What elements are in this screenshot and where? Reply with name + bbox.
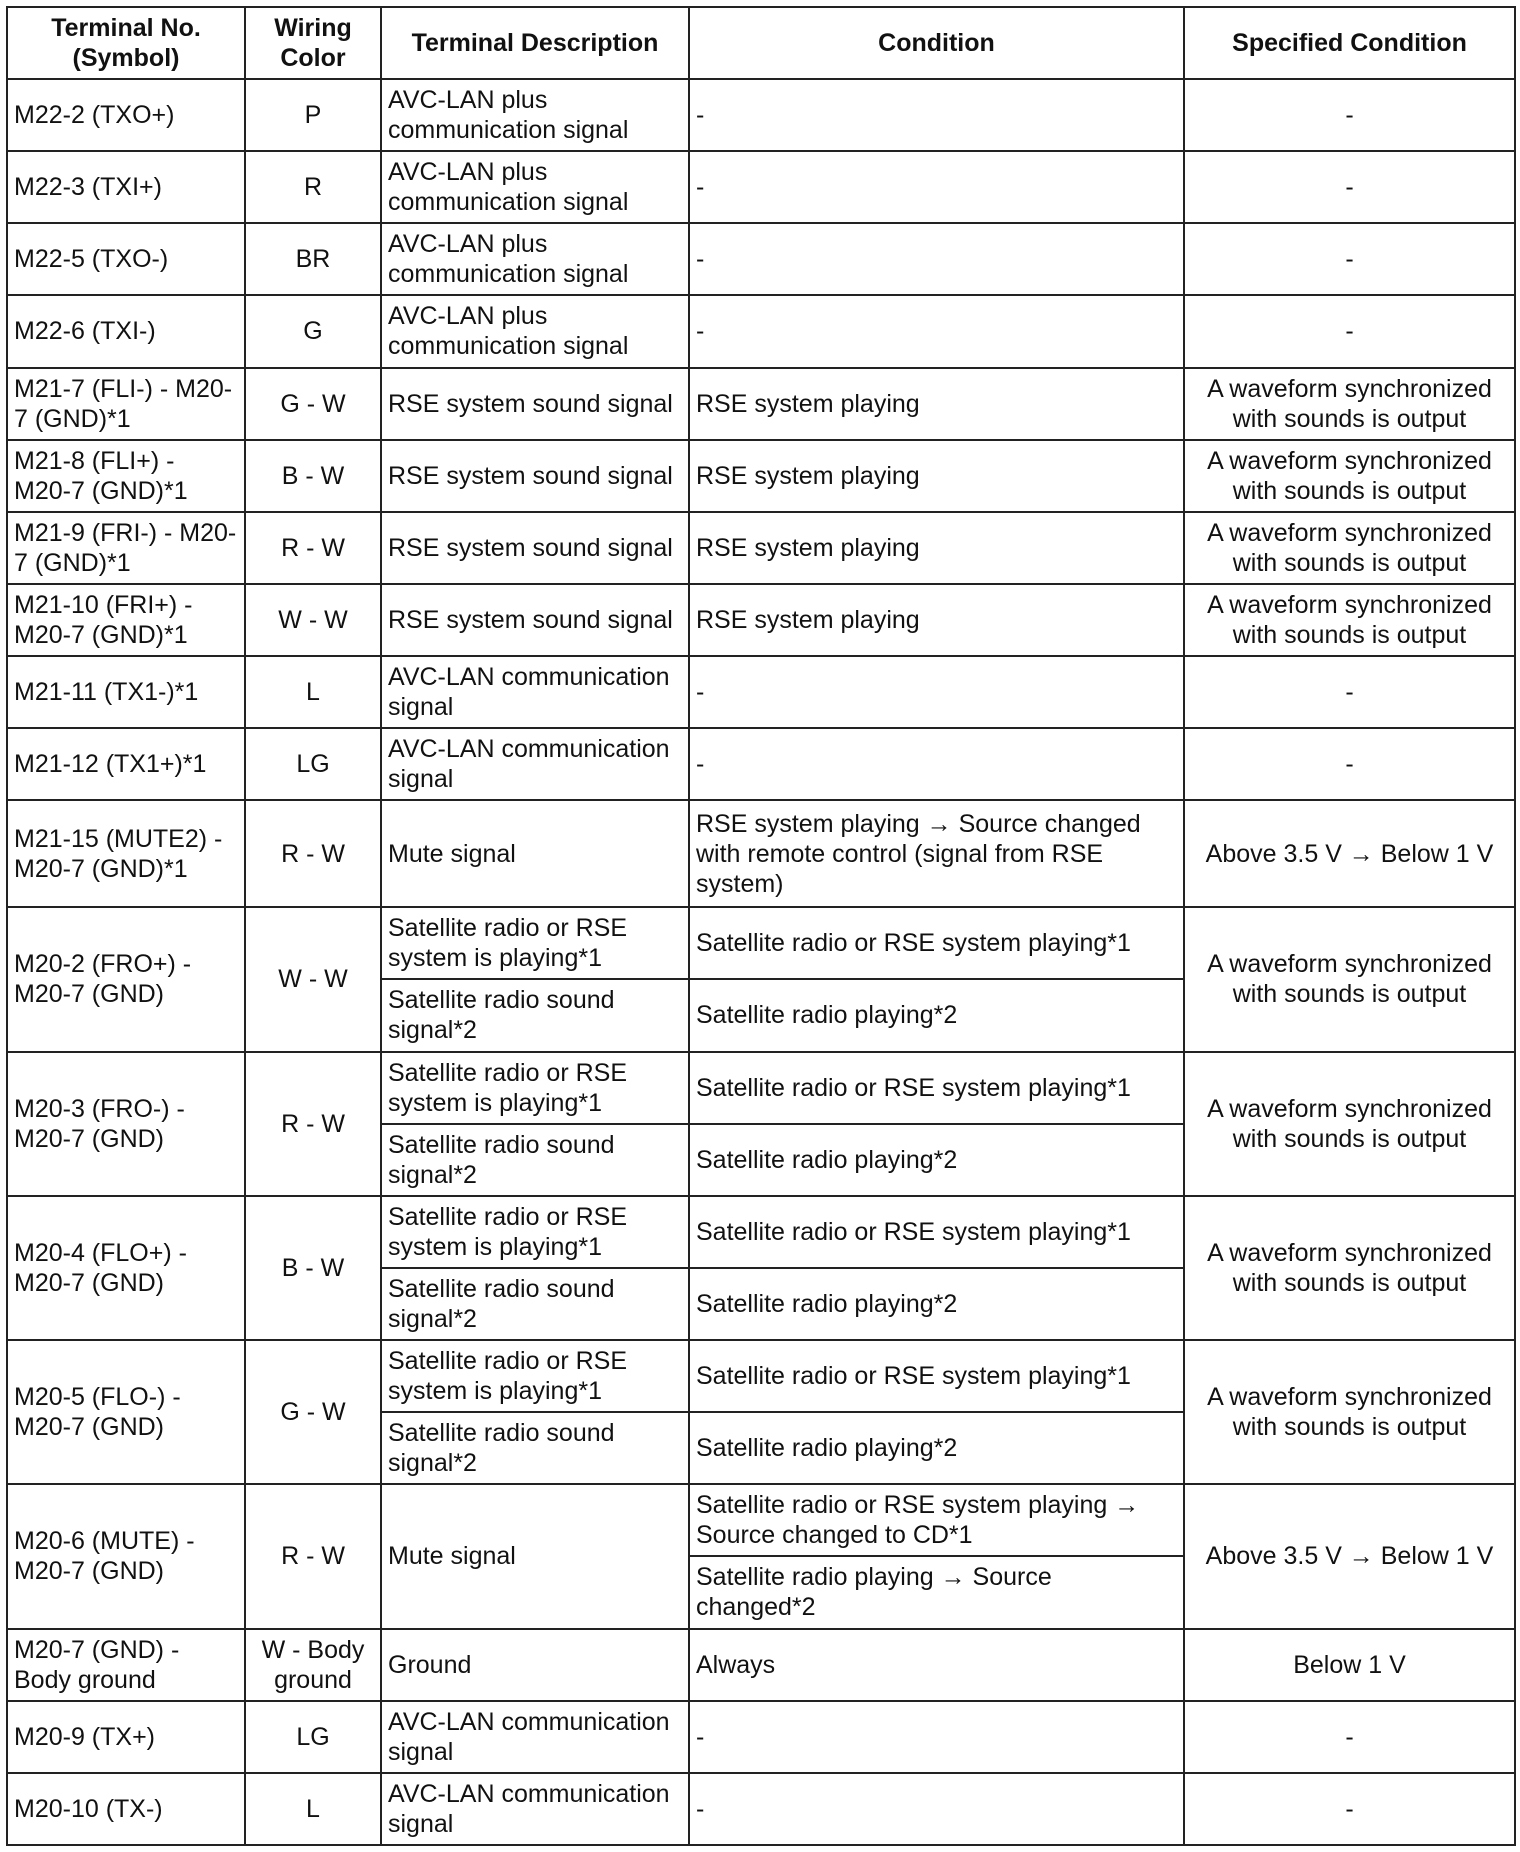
table-row	[7, 1052, 1515, 1124]
terminal-cell: M22-5 (TXO-)	[7, 223, 245, 295]
condition-cell: Satellite radio or RSE system playing*1	[689, 907, 1184, 979]
condition-cell: Satellite radio playing*2	[689, 1412, 1184, 1484]
specified-cell: A waveform synchronized with sounds is output	[1184, 1196, 1515, 1340]
description-cell: AVC-LAN plus communication signal	[381, 295, 689, 367]
wiring-cell: R - W	[245, 1484, 381, 1628]
table-row	[7, 584, 1515, 656]
table-row	[7, 1484, 1515, 1556]
terminal-cell: M20-9 (TX+)	[7, 1701, 245, 1773]
wiring-cell: R	[245, 151, 381, 223]
header-wiring: Wiring Color	[245, 7, 381, 79]
condition-cell: -	[689, 728, 1184, 800]
condition-cell: -	[689, 1701, 1184, 1773]
wiring-cell: G - W	[245, 368, 381, 440]
table-row	[7, 368, 1515, 440]
specified-cell: A waveform synchronized with sounds is output	[1184, 440, 1515, 512]
description-cell: RSE system sound signal	[381, 584, 689, 656]
description-cell: RSE system sound signal	[381, 368, 689, 440]
header-terminal: Terminal No. (Symbol)	[7, 7, 245, 79]
terminal-cell: M20-5 (FLO-) - M20-7 (GND)	[7, 1340, 245, 1484]
specified-cell: A waveform synchronized with sounds is output	[1184, 907, 1515, 1051]
header-specified: Specified Condition	[1184, 7, 1515, 79]
condition-cell: RSE system playing → Source changed with remote control (signal from RSE system)	[689, 800, 1184, 907]
table-row	[7, 1773, 1515, 1845]
specified-cell: A waveform synchronized with sounds is output	[1184, 512, 1515, 584]
wiring-cell: P	[245, 79, 381, 151]
description-cell: Mute signal	[381, 800, 689, 907]
description-cell: Satellite radio or RSE system is playing*1	[381, 1340, 689, 1412]
wiring-cell: B - W	[245, 440, 381, 512]
header-condition: Condition	[689, 7, 1184, 79]
condition-cell: -	[689, 1773, 1184, 1845]
condition-cell: -	[689, 151, 1184, 223]
description-cell: Satellite radio or RSE system is playing*1	[381, 907, 689, 979]
terminal-cell: M20-2 (FRO+) - M20-7 (GND)	[7, 907, 245, 1051]
table-row	[7, 223, 1515, 295]
description-cell: RSE system sound signal	[381, 440, 689, 512]
condition-cell: Satellite radio or RSE system playing*1	[689, 1196, 1184, 1268]
terminal-cell: M22-2 (TXO+)	[7, 79, 245, 151]
table-row	[7, 656, 1515, 728]
terminal-cell: M21-9 (FRI-) - M20-7 (GND)*1	[7, 512, 245, 584]
header-row	[7, 7, 1515, 79]
condition-cell: -	[689, 295, 1184, 367]
wiring-cell: BR	[245, 223, 381, 295]
condition-cell: Satellite radio playing → Source changed*2	[689, 1556, 1184, 1628]
specified-cell: A waveform synchronized with sounds is output	[1184, 368, 1515, 440]
terminal-cell: M22-6 (TXI-)	[7, 295, 245, 367]
header-description: Terminal Description	[381, 7, 689, 79]
table-row	[7, 512, 1515, 584]
specified-cell: -	[1184, 1773, 1515, 1845]
table-row	[7, 1701, 1515, 1773]
description-cell: Satellite radio or RSE system is playing*1	[381, 1196, 689, 1268]
wiring-cell: W - W	[245, 584, 381, 656]
description-cell: Satellite radio sound signal*2	[381, 979, 689, 1051]
table-row	[7, 907, 1515, 979]
description-cell: AVC-LAN communication signal	[381, 1773, 689, 1845]
wiring-cell: G	[245, 295, 381, 367]
table-row	[7, 1196, 1515, 1268]
condition-cell: RSE system playing	[689, 440, 1184, 512]
description-cell: AVC-LAN plus communication signal	[381, 223, 689, 295]
condition-cell: Satellite radio playing*2	[689, 1268, 1184, 1340]
specified-cell: -	[1184, 151, 1515, 223]
table-row	[7, 1340, 1515, 1412]
table-row	[7, 800, 1515, 907]
terminal-cell: M20-3 (FRO-) - M20-7 (GND)	[7, 1052, 245, 1196]
terminal-cell: M21-10 (FRI+) - M20-7 (GND)*1	[7, 584, 245, 656]
condition-cell: Satellite radio playing*2	[689, 1124, 1184, 1196]
terminal-cell: M21-8 (FLI+) - M20-7 (GND)*1	[7, 440, 245, 512]
wiring-cell: R - W	[245, 512, 381, 584]
description-cell: RSE system sound signal	[381, 512, 689, 584]
table-row	[7, 151, 1515, 223]
condition-cell: RSE system playing	[689, 584, 1184, 656]
specified-cell: Above 3.5 V → Below 1 V	[1184, 800, 1515, 907]
wiring-cell: LG	[245, 1701, 381, 1773]
description-cell: AVC-LAN plus communication signal	[381, 151, 689, 223]
terminal-table	[6, 6, 1516, 1846]
wiring-cell: L	[245, 1773, 381, 1845]
terminal-cell: M20-10 (TX-)	[7, 1773, 245, 1845]
wiring-cell: G - W	[245, 1340, 381, 1484]
description-cell: Satellite radio sound signal*2	[381, 1124, 689, 1196]
wiring-cell: R - W	[245, 1052, 381, 1196]
description-cell: AVC-LAN communication signal	[381, 1701, 689, 1773]
condition-cell: RSE system playing	[689, 512, 1184, 584]
table-row	[7, 728, 1515, 800]
condition-cell: Satellite radio or RSE system playing*1	[689, 1052, 1184, 1124]
terminal-cell: M20-6 (MUTE) - M20-7 (GND)	[7, 1484, 245, 1628]
condition-cell: Satellite radio or RSE system playing*1	[689, 1340, 1184, 1412]
wiring-cell: W - W	[245, 907, 381, 1051]
description-cell: Ground	[381, 1629, 689, 1701]
table-row	[7, 440, 1515, 512]
specified-cell: -	[1184, 295, 1515, 367]
condition-cell: -	[689, 223, 1184, 295]
condition-cell: RSE system playing	[689, 368, 1184, 440]
specified-cell: Above 3.5 V → Below 1 V	[1184, 1484, 1515, 1628]
specified-cell: -	[1184, 223, 1515, 295]
description-cell: AVC-LAN communication signal	[381, 728, 689, 800]
terminal-cell: M21-11 (TX1-)*1	[7, 656, 245, 728]
specified-cell: -	[1184, 728, 1515, 800]
condition-cell: -	[689, 79, 1184, 151]
table-row	[7, 79, 1515, 151]
terminal-cell: M20-4 (FLO+) - M20-7 (GND)	[7, 1196, 245, 1340]
description-cell: Satellite radio sound signal*2	[381, 1268, 689, 1340]
wiring-cell: W - Body ground	[245, 1629, 381, 1701]
specified-cell: -	[1184, 656, 1515, 728]
specified-cell: A waveform synchronized with sounds is output	[1184, 1052, 1515, 1196]
specified-cell: -	[1184, 1701, 1515, 1773]
condition-cell: Satellite radio or RSE system playing → Source changed to CD*1	[689, 1484, 1184, 1556]
condition-cell: Satellite radio playing*2	[689, 979, 1184, 1051]
specified-cell: -	[1184, 79, 1515, 151]
specified-cell: A waveform synchronized with sounds is output	[1184, 584, 1515, 656]
condition-cell: Always	[689, 1629, 1184, 1701]
wiring-cell: R - W	[245, 800, 381, 907]
description-cell: Satellite radio sound signal*2	[381, 1412, 689, 1484]
terminal-cell: M20-7 (GND) - Body ground	[7, 1629, 245, 1701]
table-row	[7, 295, 1515, 367]
wiring-cell: L	[245, 656, 381, 728]
description-cell: AVC-LAN communication signal	[381, 656, 689, 728]
table-row	[7, 1629, 1515, 1701]
specified-cell: A waveform synchronized with sounds is output	[1184, 1340, 1515, 1484]
wiring-cell: B - W	[245, 1196, 381, 1340]
specified-cell: Below 1 V	[1184, 1629, 1515, 1701]
description-cell: AVC-LAN plus communication signal	[381, 79, 689, 151]
terminal-cell: M21-15 (MUTE2) - M20-7 (GND)*1	[7, 800, 245, 907]
terminal-cell: M21-7 (FLI-) - M20-7 (GND)*1	[7, 368, 245, 440]
terminal-cell: M21-12 (TX1+)*1	[7, 728, 245, 800]
description-cell: Mute signal	[381, 1484, 689, 1628]
condition-cell: -	[689, 656, 1184, 728]
terminal-cell: M22-3 (TXI+)	[7, 151, 245, 223]
description-cell: Satellite radio or RSE system is playing*1	[381, 1052, 689, 1124]
wiring-cell: LG	[245, 728, 381, 800]
